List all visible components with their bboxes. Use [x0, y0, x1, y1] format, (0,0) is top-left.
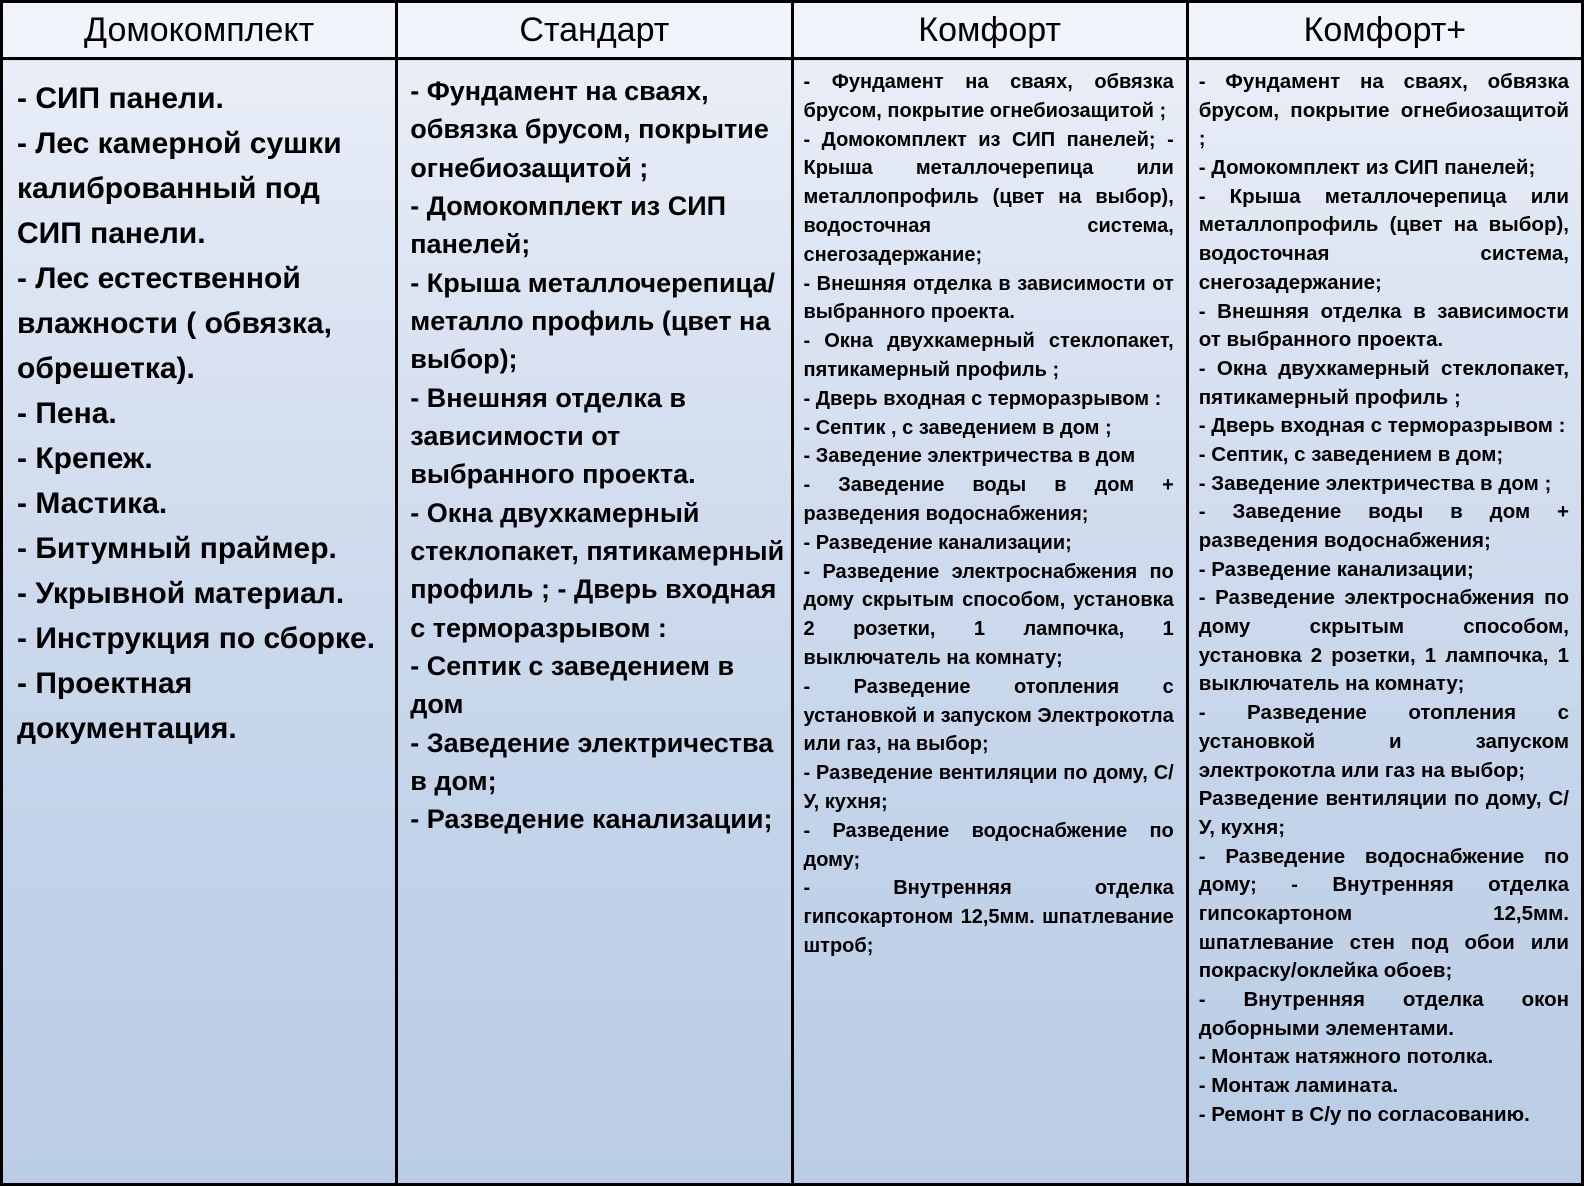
list-item: - Лес естественной влажности ( обвязка, обрешетка). [17, 262, 332, 385]
list-item: - Монтаж ламината. [1198, 1074, 1399, 1098]
list-item: - Окна двухкамерный стеклопакет, пятикамерный профиль ; [1198, 356, 1569, 409]
feature-list-komfort [804, 68, 1174, 961]
column-cell-komfort-plus [1187, 59, 1582, 1185]
column-header-komfort: Комфорт [792, 2, 1187, 59]
list-item: - Ремонт в С/у по согласованию. [1198, 1102, 1530, 1126]
list-item: - Пена. [17, 397, 117, 430]
list-item: - Разведение электроснабжения по дому скрытым способом, установка 2 розетки, 1 лампочка, 1 выключатель на комнату; [1198, 586, 1569, 696]
feature-list-standart [410, 72, 786, 839]
feature-list-komfort-plus [1199, 68, 1569, 1129]
list-item: - Заведение электричества в дом [803, 445, 1136, 468]
table-body-row [2, 59, 1583, 1185]
list-item: - Домокомплект из СИП панелей; - Крыша металлочерепица или металлопрофиль (цвет на выбор), водосточная система, снегозадержание; [803, 128, 1174, 266]
list-item: - Домокомплект из СИП панелей; [410, 190, 727, 260]
list-item: - Проектная документация. [17, 667, 237, 745]
column-header-komfort-plus: Комфорт+ [1187, 2, 1582, 59]
list-item: - Инструкция по сборке. [17, 622, 376, 655]
list-item: - Разведение отопления с установкой и запуском электрокотла или газ на выбор; [1198, 701, 1569, 782]
list-item: - Дверь входная с терморазрывом : [803, 387, 1162, 410]
list-item: - Разведение электроснабжения по дому скрытым способом, установка 2 розетки, 1 лампочка, 1 выключатель на комнату; [803, 560, 1174, 669]
list-item: - Мастика. [17, 487, 168, 520]
list-item: - Внутренняя отделка окон доборными элементами. [1198, 988, 1569, 1040]
list-item: - Дверь входная с терморазрывом : [1198, 414, 1566, 438]
list-item: - Окна двухкамерный стеклопакет, пятикамерный профиль ; - Дверь входная с терморазрывом : [410, 497, 785, 643]
list-item: - Заведение электричества в дом; [410, 727, 774, 796]
list-item: - Заведение воды в дом + разведения водоснабжения; [1198, 500, 1569, 552]
column-cell-komfort [792, 59, 1187, 1185]
list-item: - Крыша металлочерепица или металлопрофиль (цвет на выбор), водосточная система, снегозадержание; [1198, 184, 1569, 294]
column-header-standart: Стандарт [397, 2, 792, 59]
list-item: - Фундамент на сваях, обвязка брусом, покрытие огнебиозащитой ; [803, 71, 1174, 122]
list-item: - Домокомплект из СИП панелей; [1198, 156, 1536, 180]
list-item: - Внешняя отделка в зависимости от выбранного проекта. [803, 272, 1174, 324]
list-item: - Окна двухкамерный стеклопакет, пятикамерный профиль ; [803, 330, 1174, 381]
list-item: Разведение вентиляции по дому, С/У, кухня; [1198, 787, 1569, 839]
list-item: - Крепеж. [17, 442, 153, 475]
list-item: - Монтаж натяжного потолка. [1198, 1045, 1494, 1069]
list-item: - Разведение канализации; [803, 531, 1072, 554]
list-item: - Лес камерной сушки калиброванный под СИП панели. [17, 127, 342, 250]
list-item: - Разведение водоснабжение по дому; [803, 819, 1174, 871]
list-item: - СИП панели. [17, 82, 224, 115]
column-cell-domokomplekt [2, 59, 397, 1185]
list-item: - Внешняя отделка в зависимости от выбранного проекта. [410, 382, 696, 490]
list-item: - Разведение водоснабжение по дому; - Внутренняя отделка гипсокартоном 12,5мм. шпатлевание стен под обои или покраску/оклейка обоев; [1198, 844, 1569, 983]
list-item: - Заведение электричества в дом ; [1198, 471, 1552, 495]
list-item: - Заведение воды в дом + разведения водоснабжения; [803, 474, 1174, 525]
column-cell-standart [397, 59, 792, 1185]
feature-list-domokomplekt [17, 76, 383, 751]
table-header-row [2, 2, 1583, 59]
list-item: - Разведение отопления с установкой и запуском Электрокотла или газ, на выбор; [803, 675, 1174, 756]
list-item: - Внешняя отделка в зависимости от выбранного проекта. [1198, 299, 1569, 352]
list-item: - Битумный праймер. [17, 532, 337, 565]
list-item: - Крыша металлочерепица/металло профиль (цвет на выбор); [410, 267, 775, 375]
list-item: - Укрывной материал. [17, 577, 345, 610]
list-item: - Разведение канализации; [1198, 557, 1474, 581]
list-item: - Фундамент на сваях, обвязка брусом, покрытие огнебиозащитой ; [410, 76, 769, 183]
list-item: - Фундамент на сваях, обвязка брусом, покрытие огнебиозащитой ; [1198, 70, 1569, 151]
list-item: - Септик с заведением в дом [410, 650, 735, 720]
list-item: - Септик , с заведением в дом ; [803, 416, 1112, 439]
list-item: - Внутренняя отделка гипсокартоном 12,5мм. шпатлевание штроб; [803, 877, 1174, 957]
column-header-domokomplekt: Домокомплект [2, 2, 397, 59]
list-item: - Септик, с заведением в дом; [1198, 442, 1504, 466]
list-item: - Разведение вентиляции по дому, С/У, кухня; [803, 762, 1174, 813]
list-item: - Разведение канализации; [410, 804, 773, 835]
